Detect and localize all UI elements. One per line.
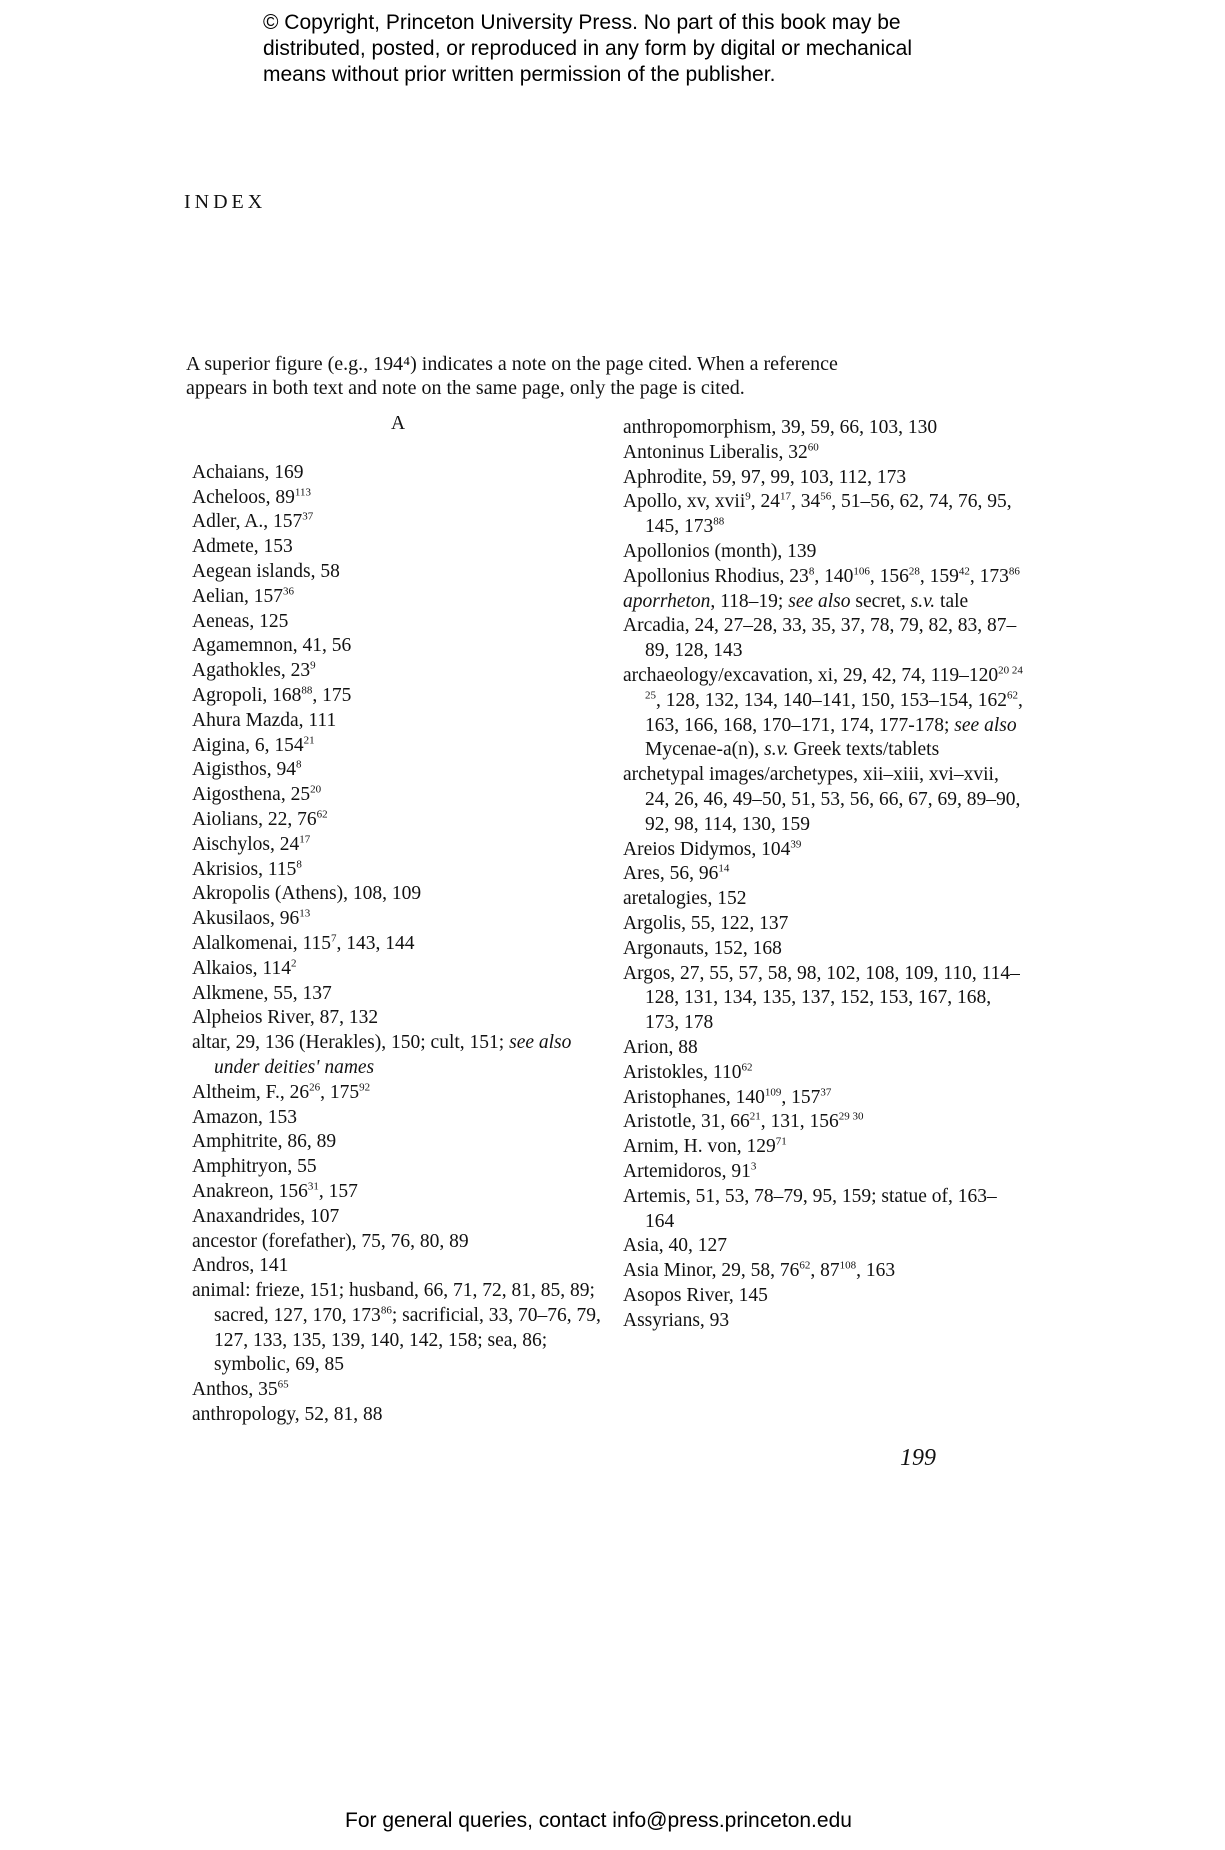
index-entry — [192, 1254, 604, 1279]
entry-text: Apollo, xv, xvii — [623, 491, 746, 513]
entry-text: Akusilaos, 96 — [192, 908, 300, 930]
entry-text: Agamemnon, 41, 56 — [192, 635, 352, 657]
entry-text: Aigisthos, 94 — [192, 759, 297, 781]
index-entry — [192, 560, 604, 585]
index-heading: INDEX — [184, 191, 267, 213]
index-entry — [623, 614, 1023, 664]
intro-line: appears in both text and note on the same page, only the page is cited. — [186, 377, 745, 399]
copyright-line: means without prior written permission of the publisher. — [263, 63, 776, 86]
entry-text: Aristophanes, 140 — [623, 1086, 765, 1108]
note-superscript: 29 30 — [838, 1110, 864, 1123]
index-entry — [192, 1006, 604, 1031]
note-superscript: 62 — [741, 1061, 753, 1074]
entry-text: Andros, 141 — [192, 1255, 289, 1277]
note-superscript: 88 — [713, 515, 725, 528]
entry-text: archaeology/excavation, xi, 29, 42, 74, 119–120 — [623, 664, 999, 686]
index-entry — [623, 862, 1023, 887]
index-entry — [192, 1230, 604, 1255]
index-entry — [192, 882, 604, 907]
copyright-notice — [263, 10, 983, 88]
index-entry — [623, 887, 1023, 912]
entry-text: altar, 29, 136 (Herakles), 150; cult, 151; — [192, 1032, 510, 1054]
index-entry — [623, 540, 1023, 565]
index-entry — [192, 982, 604, 1007]
note-superscript: 86 — [380, 1304, 392, 1317]
note-superscript: 20 — [310, 783, 322, 796]
entry-text: Artemidoros, 91 — [623, 1160, 751, 1182]
page-number: 199 — [900, 1445, 936, 1471]
note-superscript: 88 — [301, 684, 313, 697]
entry-text: ; sacrificial, 33, 70–76, 79, 127, 133, 135, 139, 140, 142, 158; sea, 86; symbolic, 69, 85 — [214, 1304, 601, 1376]
entry-text: Agropoli, 168 — [192, 684, 302, 706]
index-entry — [623, 565, 1023, 590]
note-superscript: 14 — [718, 862, 730, 875]
entry-text: Amphitrite, 86, 89 — [192, 1131, 337, 1153]
entry-text: Adler, A., 157 — [192, 511, 303, 533]
entry-list — [192, 461, 604, 1428]
index-entry — [192, 1031, 604, 1081]
note-superscript: 62 — [799, 1259, 811, 1272]
entry-text: , 157 — [318, 1180, 358, 1202]
note-superscript: 21 — [303, 734, 315, 747]
entry-text: Alkmene, 55, 137 — [192, 982, 332, 1004]
entry-text: Apollonios (month), 139 — [623, 540, 817, 562]
section-letter: A — [390, 413, 406, 434]
note-superscript: 113 — [294, 486, 311, 499]
footer-contact: For general queries, contact info@press.princeton.edu — [345, 1809, 852, 1832]
entry-text: , 163 — [856, 1260, 896, 1282]
index-entry — [623, 441, 1023, 466]
entry-text: Asia, 40, 127 — [623, 1235, 727, 1257]
entry-text: Argos, 27, 55, 57, 58, 98, 102, 108, 109, 110, 114–128, 131, 134, 135, 137, 152, 153, 167, 168, 173, 178 — [623, 962, 1020, 1034]
entry-text: Arcadia, 24, 27–28, 33, 35, 37, 78, 79, 82, 83, 87–89, 128, 143 — [623, 615, 1017, 662]
entry-text: Akrisios, 115 — [192, 858, 297, 880]
index-entry — [192, 907, 604, 932]
index-entry — [623, 1284, 1023, 1309]
note-superscript: 13 — [299, 907, 311, 920]
entry-text: , 159 — [919, 565, 959, 587]
note-superscript: 62 — [316, 808, 328, 821]
entry-text: Amazon, 153 — [192, 1106, 298, 1128]
entry-text: Anaxandrides, 107 — [192, 1205, 340, 1227]
entry-text: , 156 — [869, 565, 909, 587]
entry-text: Ahura Mazda, 111 — [192, 709, 337, 731]
entry-text: tale — [935, 590, 969, 612]
index-entry — [623, 962, 1023, 1036]
index-entry — [192, 510, 604, 535]
index-entry — [623, 1086, 1023, 1111]
entry-text: Asia Minor, 29, 58, 76 — [623, 1260, 800, 1282]
index-entry — [623, 937, 1023, 962]
index-entry — [623, 664, 1023, 763]
index-entry — [192, 1106, 604, 1131]
intro-line: A superior figure (e.g., 194⁴) indicates a note on the page cited. When a reference — [186, 353, 838, 375]
entry-text: , 140 — [814, 565, 854, 587]
note-superscript: 109 — [764, 1086, 782, 1099]
index-entry — [192, 783, 604, 808]
entry-text: , 175 — [320, 1081, 360, 1103]
entry-text: Alkaios, 114 — [192, 957, 291, 979]
index-entry — [192, 486, 604, 511]
note-superscript: 28 — [908, 565, 920, 578]
entry-text: animal: frieze, 151; husband, 66, 71, 72, 81, 85, 89; sacred, 127, 170, 173 — [192, 1280, 595, 1326]
index-entry — [192, 734, 604, 759]
note-superscript: 60 — [807, 441, 819, 454]
entry-text: , 34 — [791, 491, 821, 513]
entry-text: Ares, 56, 96 — [623, 863, 719, 885]
entry-text: Acheloos, 89 — [192, 486, 295, 508]
entry-text: Aeneas, 125 — [192, 610, 289, 632]
entry-text: Arnim, H. von, 129 — [623, 1136, 776, 1158]
note-superscript: 8 — [808, 565, 815, 578]
entry-text: Agathokles, 23 — [192, 660, 311, 682]
entry-text: , 143, 144 — [336, 932, 415, 954]
index-entry — [192, 659, 604, 684]
italic-text: s.v. — [910, 590, 936, 612]
entry-text: , 173 — [969, 565, 1009, 587]
entry-text: Artemis, 51, 53, 78–79, 95, 159; statue of, 163–164 — [623, 1185, 997, 1232]
entry-text: Aegean islands, 58 — [192, 560, 340, 582]
note-superscript: 20 24 25 — [645, 664, 1023, 702]
note-superscript: 62 — [1007, 689, 1018, 702]
entry-text: Amphitryon, 55 — [192, 1156, 317, 1178]
entry-text: Aristokles, 110 — [623, 1061, 742, 1083]
note-superscript: 86 — [1008, 565, 1020, 578]
index-entry — [623, 466, 1023, 491]
entry-text: anthropology, 52, 81, 88 — [192, 1404, 383, 1426]
entry-text: Areios Didymos, 104 — [623, 838, 791, 860]
note-superscript: 92 — [359, 1081, 371, 1094]
entry-text: Achaians, 169 — [192, 461, 304, 483]
copyright-line: distributed, posted, or reproduced in any form by digital or mechanical — [263, 37, 913, 60]
note-superscript: 31 — [307, 1180, 319, 1193]
index-entry — [192, 535, 604, 560]
index-column-left — [192, 412, 604, 1428]
index-entry — [192, 634, 604, 659]
index-column-right — [623, 416, 1023, 1333]
note-superscript: 8 — [296, 758, 302, 771]
index-entry — [623, 590, 1023, 615]
entry-text: Assyrians, 93 — [623, 1309, 730, 1331]
index-entry — [623, 490, 1023, 540]
entry-text: aretalogies, 152 — [623, 888, 747, 910]
entry-text: Aelian, 157 — [192, 585, 283, 607]
entry-text: Admete, 153 — [192, 536, 293, 558]
entry-text: Mycenae-a(n), — [645, 739, 765, 761]
entry-text: Aischylos, 24 — [192, 833, 300, 855]
index-entry — [192, 461, 604, 486]
note-superscript: 9 — [310, 659, 316, 672]
index-entry — [623, 838, 1023, 863]
entry-text: Akropolis (Athens), 108, 109 — [192, 883, 422, 905]
entry-text: Antoninus Liberalis, 32 — [623, 441, 808, 463]
index-entry — [192, 610, 604, 635]
index-entry — [623, 763, 1023, 837]
entry-text: Greek texts/tablets — [788, 739, 940, 761]
entry-text: Arion, 88 — [623, 1036, 698, 1058]
entry-text: , 24 — [750, 491, 780, 513]
entry-text: , 175 — [312, 684, 352, 706]
entry-text: secret, — [850, 590, 911, 612]
entry-text: Aristotle, 31, 66 — [623, 1111, 750, 1133]
index-entry — [192, 858, 604, 883]
note-superscript: 106 — [853, 565, 870, 578]
index-entry — [623, 1061, 1023, 1086]
note-superscript: 37 — [820, 1086, 832, 1099]
index-entry — [192, 1155, 604, 1180]
italic-text: see also — [788, 590, 851, 612]
entry-text: Aiolians, 22, 76 — [192, 808, 317, 830]
index-intro — [186, 352, 1016, 400]
note-superscript: 71 — [775, 1135, 787, 1148]
index-entry — [192, 684, 604, 709]
index-entry — [192, 758, 604, 783]
index-entry — [623, 1110, 1023, 1135]
entry-text: Alalkomenai, 115 — [192, 932, 331, 954]
index-entry — [192, 932, 604, 957]
index-entry — [192, 1279, 604, 1378]
note-superscript: 42 — [958, 565, 970, 578]
index-entry — [623, 1234, 1023, 1259]
note-superscript: 108 — [839, 1259, 857, 1272]
index-entry — [192, 709, 604, 734]
index-entry — [192, 1081, 604, 1106]
index-entry — [192, 1180, 604, 1205]
entry-text: , 163, 166, 168, 170–171, 174, 177-178; — [645, 689, 1023, 736]
entry-text: ancestor (forefather), 75, 76, 80, 89 — [192, 1230, 469, 1252]
entry-text: , 128, 132, 134, 140–141, 150, 153–154, 162 — [656, 689, 1007, 711]
italic-text: see also — [954, 714, 1017, 736]
italic-text: aporrheton — [623, 590, 711, 612]
entry-text: Aphrodite, 59, 97, 99, 103, 112, 173 — [623, 466, 907, 488]
note-superscript: 17 — [299, 833, 311, 846]
entry-text: , 131, 156 — [760, 1111, 839, 1133]
index-entry — [192, 585, 604, 610]
entry-text: , 118–19; — [710, 590, 789, 612]
index-entry — [192, 1205, 604, 1230]
index-entry — [623, 912, 1023, 937]
italic-text: s.v. — [764, 739, 789, 761]
copyright-line: © Copyright, Princeton University Press. No part of this book may be — [263, 11, 901, 34]
index-entry — [623, 1309, 1023, 1334]
index-entry — [192, 1403, 604, 1428]
entry-text: Anthos, 35 — [192, 1379, 278, 1401]
entry-text: Asopos River, 145 — [623, 1284, 768, 1306]
note-superscript: 21 — [749, 1110, 761, 1123]
entry-text: Argolis, 55, 122, 137 — [623, 912, 789, 934]
note-superscript: 56 — [820, 490, 832, 503]
index-entry — [192, 1130, 604, 1155]
entry-text: Aigina, 6, 154 — [192, 734, 304, 756]
index-entry — [623, 1135, 1023, 1160]
italic-text: see also under deities' names — [214, 1032, 572, 1078]
index-entry — [623, 1036, 1023, 1061]
index-entry — [623, 1160, 1023, 1185]
index-entry — [623, 1185, 1023, 1235]
note-superscript: 3 — [750, 1160, 757, 1173]
entry-text: Apollonius Rhodius, 23 — [623, 565, 809, 587]
note-superscript: 17 — [780, 490, 791, 503]
entry-text: Argonauts, 152, 168 — [623, 937, 782, 959]
entry-text: Altheim, F., 26 — [192, 1081, 310, 1103]
entry-text: anthropomorphism, 39, 59, 66, 103, 130 — [623, 417, 938, 438]
entry-text: Alpheios River, 87, 132 — [192, 1007, 379, 1029]
note-superscript: 37 — [302, 510, 314, 523]
entry-text: , 157 — [781, 1086, 821, 1108]
note-superscript: 7 — [331, 932, 337, 945]
index-entry — [623, 416, 1023, 441]
index-entry — [192, 957, 604, 982]
note-superscript: 39 — [790, 838, 802, 851]
index-entry — [623, 1259, 1023, 1284]
index-entry — [192, 833, 604, 858]
note-superscript: 2 — [290, 957, 297, 970]
note-superscript: 26 — [309, 1081, 321, 1094]
index-entry — [192, 808, 604, 833]
note-superscript: 9 — [745, 490, 751, 503]
entry-text: archetypal images/archetypes, xii–xiii, xvi–xvii, 24, 26, 46, 49–50, 51, 53, 56, 66, 67, 69, 89–90, 92, 98, 114, 130, 159 — [623, 764, 1021, 835]
entry-text: Aigosthena, 25 — [192, 784, 311, 806]
entry-text: , 51–56, 62, 74, 76, 95, 145, 173 — [645, 491, 1012, 538]
entry-text: Anakreon, 156 — [192, 1180, 308, 1202]
entry-list — [623, 416, 1023, 1333]
note-superscript: 65 — [277, 1378, 289, 1391]
entry-text: , 87 — [810, 1260, 840, 1282]
note-superscript: 36 — [282, 585, 294, 598]
note-superscript: 8 — [296, 858, 302, 871]
index-entry — [192, 1378, 604, 1403]
